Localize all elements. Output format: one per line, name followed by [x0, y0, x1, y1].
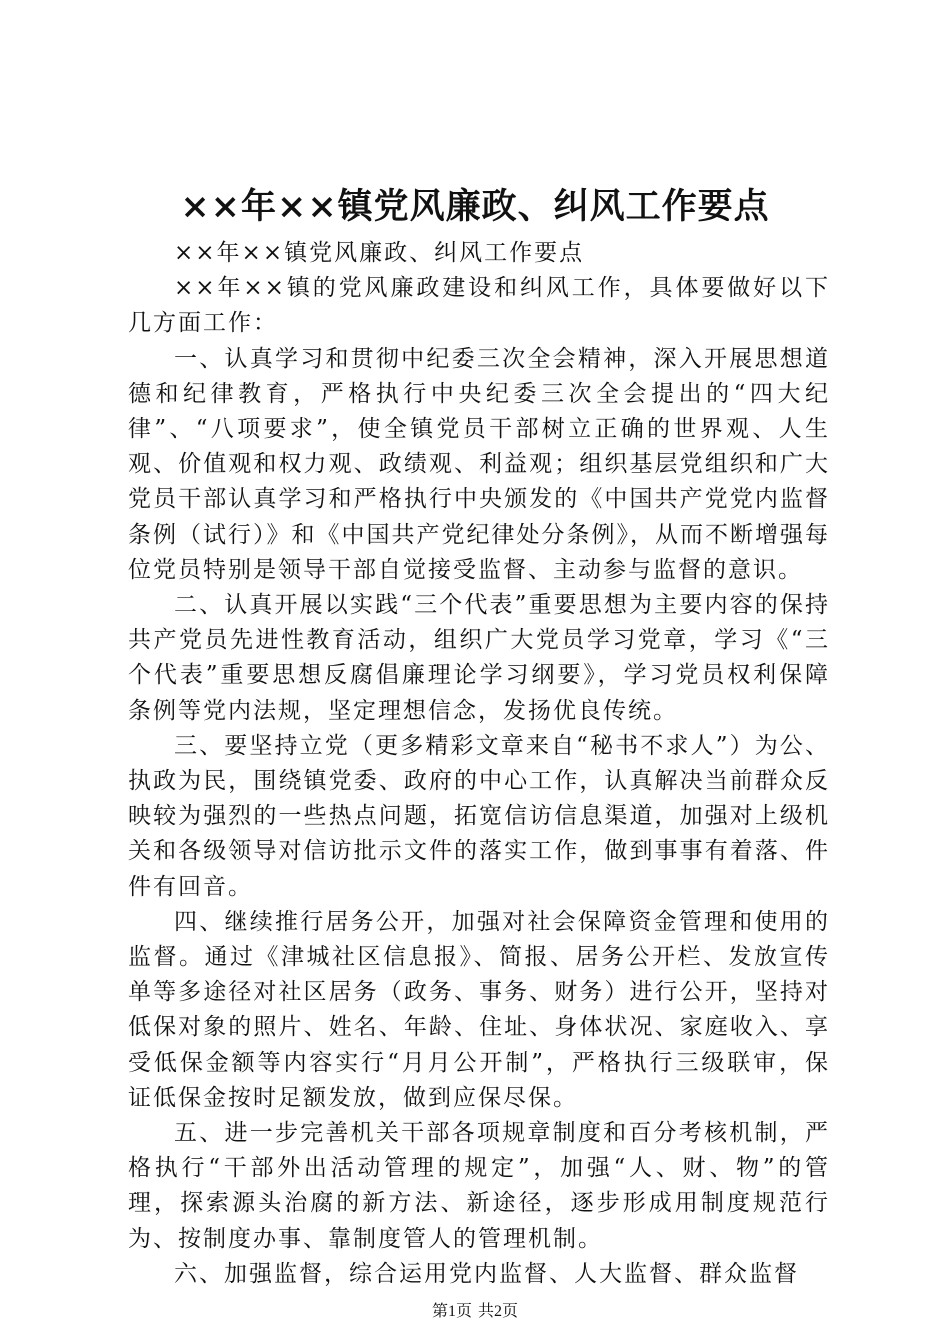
paragraph-item-3: 三、要坚持立党（更多精彩文章来自“秘书不求人”）为公、执政为民，围绕镇党委、政府的中心工作，认真解决当前群众反映较为强烈的一些热点问题，拓宽信访信息渠道，加强对上级机关和各级领导对信访批示文件的落实工作，做到事事有着落、件件有回音。 [128, 732, 830, 900]
page-total: 共2页 [478, 1303, 519, 1320]
paragraph-subtitle: ××年××镇党风廉政、纠风工作要点 [174, 240, 585, 266]
paragraph-item-2: 二、认真开展以实践“三个代表”重要思想为主要内容的保持共产党员先进性教育活动，组织广大党员学习党章，学习《“三个代表”重要思想反腐倡廉理论学习纲要》，学习党员权利保障条例等党内法规，坚定理想信念，发扬优良传统。 [128, 592, 830, 724]
page-footer [0, 1301, 950, 1323]
paragraph-item-5: 五、进一步完善机关干部各项规章制度和百分考核机制，严格执行“干部外出活动管理的规定”，加强“人、财、物”的管理，探索源头治腐的新方法、新途径，逐步形成用制度规范行为、按制度办事、靠制度管人的管理机制。 [128, 1120, 830, 1252]
document-title: ××年××镇党风廉政、纠风工作要点 [180, 186, 770, 227]
paragraph-intro: ××年××镇的党风廉政建设和纠风工作，具体要做好以下几方面工作： [128, 275, 830, 337]
paragraph-item-6: 六、加强监督，综合运用党内监督、人大监督、群众监督 [174, 1260, 799, 1287]
paragraph-item-4: 四、继续推行居务公开，加强对社会保障资金管理和使用的监督。通过《津城社区信息报》、简报、居务公开栏、发放宣传单等多途径对社区居务（政务、事务、财务）进行公开，坚持对低保对象的照片、姓名、年龄、住址、身体状况、家庭收入、享受低保金额等内容实行“月月公开制”，严格执行三级联审，保证低保金按时足额发放，做到应保尽保。 [128, 908, 830, 1111]
document-body [128, 236, 830, 1292]
paragraph-item-1: 一、认真学习和贯彻中纪委三次全会精神，深入开展思想道德和纪律教育，严格执行中央纪委三次全会提出的“四大纪律”、“八项要求”，使全镇党员干部树立正确的世界观、人生观、价值观和权力观、政绩观、利益观；组织基层党组织和广大党员干部认真学习和严格执行中央颁发的《中国共产党党内监督条例（试行）》和《中国共产党纪律处分条例》，从而不断增强每位党员特别是领导干部自觉接受监督、主动参与监督的意识。 [128, 345, 830, 583]
page-number: 第1页 [431, 1303, 472, 1320]
